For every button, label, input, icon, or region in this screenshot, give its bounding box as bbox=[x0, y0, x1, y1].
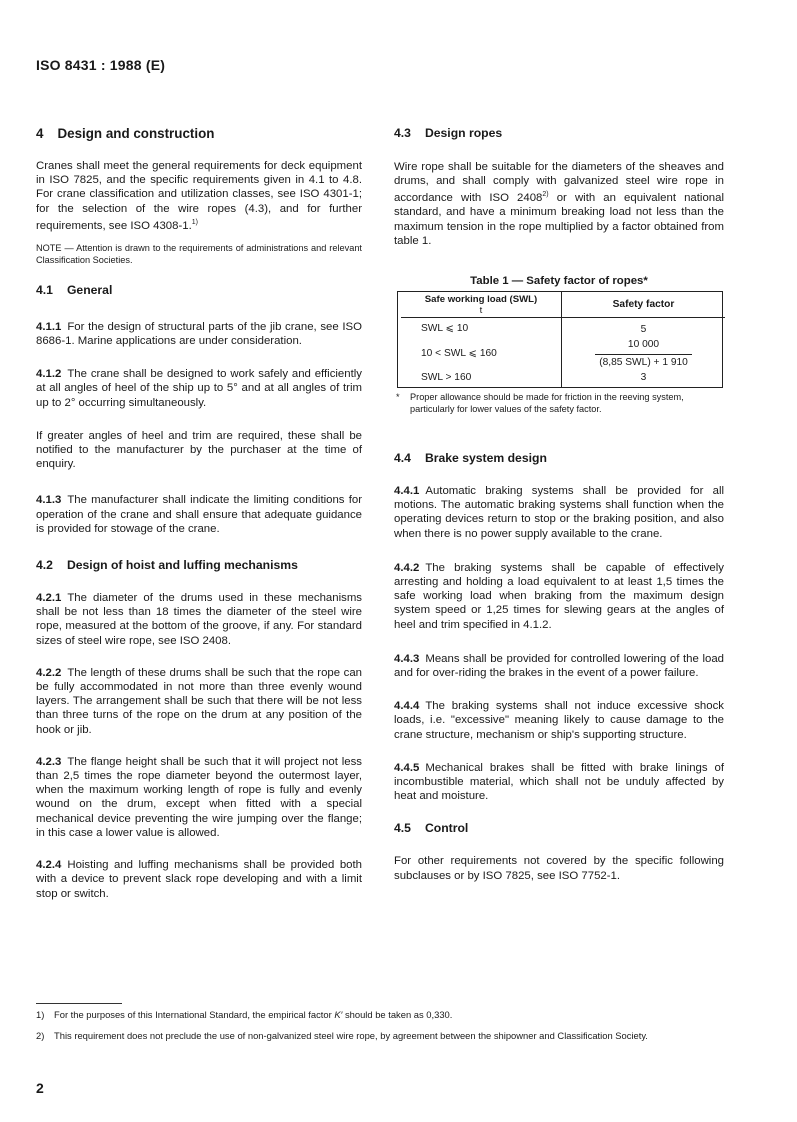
column-unit: t bbox=[479, 305, 483, 317]
table-title: Table 1 — Safety factor of ropes* bbox=[470, 275, 648, 288]
table-cell-load: SWL > 160 bbox=[401, 370, 562, 387]
footnote-ref-2[interactable]: 2) bbox=[542, 191, 549, 199]
section-title: Brake system design bbox=[424, 451, 547, 466]
footnote-text: This requirement does not preclude the use of non-galvanized steel wire rope, by agreement between the shipowner and Classification Society. bbox=[54, 1030, 648, 1041]
footnote-mark: * bbox=[396, 392, 400, 403]
paragraph-text: Wire rope shall be suitable for the diameters of the sheaves and drums, and shall comply with galvanized steel wire rope in accordance with ISO 2408 bbox=[394, 161, 724, 205]
left-column bbox=[36, 126, 362, 901]
section-4-2-heading bbox=[36, 558, 362, 573]
safety-factor-table bbox=[397, 291, 723, 388]
section-4-3-paragraph bbox=[394, 160, 724, 248]
section-4-heading bbox=[36, 126, 362, 142]
clause-number: 4.4.5 bbox=[394, 761, 420, 774]
section-title: Design and construction bbox=[57, 126, 215, 141]
column-header: Safety factor bbox=[612, 298, 675, 310]
table-cell-factor-fraction bbox=[562, 338, 726, 369]
clause-number: 4.2.3 bbox=[36, 755, 62, 768]
fraction-numerator: 10 000 bbox=[595, 338, 692, 354]
clause-number: 4.4.1 bbox=[394, 485, 420, 498]
paragraph-text-continued: or with an equivalent national standard, and have a minimum breaking load not less than the maximum tension in the rope multiplied by a factor obtained from table 1. bbox=[394, 192, 724, 247]
table-cell-factor: 3 bbox=[640, 372, 647, 384]
clause-number: 4.2.1 bbox=[36, 592, 62, 605]
section-number: 4.2 bbox=[36, 558, 53, 573]
clause-4-1-2-continued: If greater angles of heel and trim are required, these shall be notified to the manufacturer by the purchaser at the time of enquiry. bbox=[36, 429, 362, 471]
clause-text: The diameter of the drums used in these mechanisms shall be not less than 18 times the diameter of the steel wire rope, measured at the bottom of the groove, if any. For standard sizes of steel wire rope, see ISO 2408. bbox=[36, 592, 362, 647]
clause-text: The braking systems shall be capable of effectively arresting and holding a load equivalent to at least 1,5 times the safe working load when braking from the maximum design system speed or 1,25 times for slewing gears at the angles of heel and trim specified in 4.1.2. bbox=[394, 561, 724, 631]
clause-text: The braking systems shall not induce excessive shock loads, i.e. "excessive" meaning likely to cause damage to the crane structure, mechanism or ship's supporting structure. bbox=[394, 700, 724, 741]
clause-number: 4.1.3 bbox=[36, 494, 62, 507]
clause-number: 4.1.1 bbox=[36, 320, 62, 333]
fraction bbox=[595, 338, 692, 369]
clause-4-4-4 bbox=[394, 699, 724, 742]
clause-text: Mechanical brakes shall be fitted with brake linings of incombustible material, which shall not be unduly affected by heat and moisture. bbox=[394, 761, 724, 803]
table-cell-load: 10 < SWL ⩽ 160 bbox=[401, 338, 562, 369]
section-number: 4.1 bbox=[36, 282, 53, 297]
table-cell-load: SWL ⩽ 10 bbox=[401, 318, 562, 339]
fraction-denominator: (8,85 SWL) + 1 910 bbox=[599, 356, 688, 368]
paragraph-text: Cranes shall meet the general requirements for deck equipment in ISO 7825, and the specific requirements given in 4.1 to 4.8. For crane classification and utilization classes, see ISO 4301-1; for the selection of the wire ropes (4.3), and for further requirements, see ISO 4308-1. bbox=[36, 160, 362, 232]
footnote-ref-1[interactable]: 1) bbox=[191, 218, 198, 226]
document-header: ISO 8431 : 1988 (E) bbox=[36, 57, 166, 73]
footnote-mark: 2) bbox=[36, 1030, 45, 1041]
clause-4-1-3 bbox=[36, 493, 362, 536]
clause-4-4-1 bbox=[394, 484, 724, 541]
table-cell-factor: 5 bbox=[640, 324, 647, 336]
clause-4-4-5 bbox=[394, 761, 724, 804]
section-number: 4.5 bbox=[394, 821, 411, 836]
clause-4-4-2 bbox=[394, 561, 724, 632]
section-title: Design ropes bbox=[424, 126, 503, 140]
page-number: 2 bbox=[36, 1080, 44, 1096]
clause-text: For the design of structural parts of the jib crane, see ISO 8686-1. Marine applications are under consideration. bbox=[36, 320, 362, 348]
clause-text: The crane shall be designed to work safely and efficiently at all angles of heel of the ship up to 5° and at all angles of trim up to 2° occurring simultaneously. bbox=[36, 368, 362, 409]
clause-4-1-2 bbox=[36, 367, 362, 410]
clause-number: 4.2.4 bbox=[36, 859, 62, 872]
section-number: 4.3 bbox=[394, 126, 411, 140]
column-header: Safe working load (SWL) bbox=[424, 294, 538, 306]
section-4-5-heading bbox=[394, 821, 724, 836]
clause-4-2-1 bbox=[36, 591, 362, 648]
table-header-row bbox=[401, 292, 725, 318]
clause-text: The flange height shall be such that it will project not less than 2,5 times the rope diameter beyond the outermost layer, when the maximum working length of rope is fully and evenly wound on the drum, except when fitted with a special mechanical device preventing the wire jumping over the flange; in this case a lower value is allowed. bbox=[36, 755, 362, 839]
section-title: General bbox=[66, 282, 113, 297]
clause-4-4-3 bbox=[394, 652, 724, 680]
clause-number: 4.4.4 bbox=[394, 700, 420, 713]
table-row bbox=[401, 318, 725, 339]
clause-text: Hoisting and luffing mechanisms shall be provided both with a device to prevent slack rope developing and with a limit stop or switch. bbox=[36, 859, 362, 900]
clause-4-2-2 bbox=[36, 666, 362, 737]
footnote-divider bbox=[36, 1003, 122, 1004]
section-title: Design of hoist and luffing mechanisms bbox=[66, 558, 298, 573]
footnote-text: For the purposes of this International Standard, the empirical factor bbox=[54, 1009, 335, 1020]
right-column bbox=[394, 126, 724, 883]
clause-text: Automatic braking systems shall be provided for all motions. The automatic braking systems shall function when the operating devices return to stop or the braking position, and also when there is no power supply available to the crane. bbox=[394, 485, 724, 540]
section-number: 4 bbox=[36, 126, 44, 141]
table-row bbox=[401, 338, 725, 369]
table-header-load bbox=[401, 292, 562, 318]
clause-text: The manufacturer shall indicate the limiting conditions for operation of the crane and shall ensure that adequate guidance is provided for stowage of the crane. bbox=[36, 494, 362, 535]
section-4-1-heading bbox=[36, 283, 362, 298]
footnote-factor: K′ bbox=[334, 1009, 343, 1020]
section-4-paragraph bbox=[36, 159, 362, 233]
clause-number: 4.4.3 bbox=[394, 652, 420, 665]
section-4-5-paragraph: For other requirements not covered by the specific following subclauses or by ISO 7825, see ISO 7752-1. bbox=[394, 855, 724, 882]
footnote-2 bbox=[36, 1030, 648, 1042]
table-footnote bbox=[394, 391, 724, 415]
clause-4-1-1 bbox=[36, 320, 362, 348]
footnote-1 bbox=[36, 1009, 452, 1021]
clause-4-2-4 bbox=[36, 858, 362, 901]
clause-text: Means shall be provided for controlled lowering of the load and for over-riding the brakes in the event of a power failure. bbox=[394, 652, 724, 680]
footnote-mark: 1) bbox=[36, 1009, 45, 1020]
section-title: Control bbox=[424, 821, 469, 836]
clause-text: The length of these drums shall be such that the rope can be fully accommodated in not more than three evenly wound layers. The arrangement shall be such that there will be not less than three turns of the rope on the drum at any position of the hook or jib. bbox=[36, 666, 362, 736]
table-row bbox=[401, 370, 725, 387]
section-4-4-heading bbox=[394, 451, 724, 466]
clause-4-2-3 bbox=[36, 755, 362, 840]
clause-number: 4.4.2 bbox=[394, 561, 420, 574]
footnote-text-end: should be taken as 0,330. bbox=[342, 1009, 453, 1020]
clause-number: 4.2.2 bbox=[36, 666, 62, 679]
section-number: 4.4 bbox=[394, 451, 411, 466]
section-4-3-heading bbox=[394, 126, 724, 141]
footnote-text: Proper allowance should be made for friction in the reeving system, particularly for lower values of the safety factor. bbox=[410, 392, 684, 415]
note-paragraph: NOTE — Attention is drawn to the requirements of administrations and relevant Classification Societies. bbox=[36, 242, 362, 265]
clause-number: 4.1.2 bbox=[36, 368, 62, 381]
